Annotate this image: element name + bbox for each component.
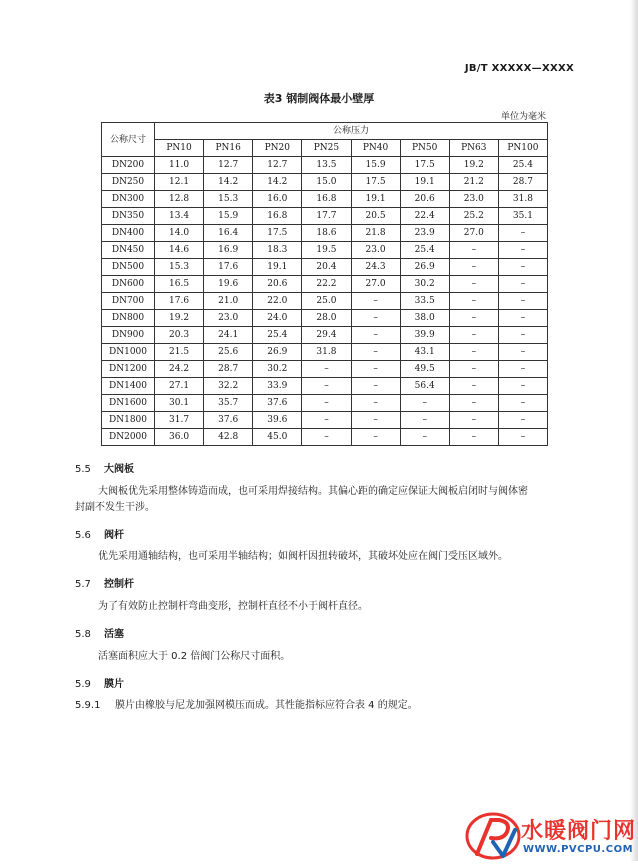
thickness-cell: – — [449, 361, 498, 378]
page-edge-shadow — [630, 0, 638, 861]
thickness-cell: – — [498, 429, 547, 446]
section-number: 5.5 — [75, 464, 91, 475]
thickness-cell: 26.9 — [400, 259, 449, 276]
nominal-size-cell: DN450 — [102, 242, 155, 259]
table-row — [102, 191, 548, 208]
document-code: JB/T XXXXX—XXXX — [464, 63, 574, 74]
section-5-8-paragraph: 活塞面积应大于 0.2 倍阀门公称尺寸面积。 — [98, 651, 291, 662]
thickness-cell: 17.5 — [400, 157, 449, 174]
thickness-cell: 15.3 — [155, 259, 204, 276]
thickness-cell: – — [351, 378, 400, 395]
thickness-cell: 19.1 — [351, 191, 400, 208]
nominal-size-cell: DN2000 — [102, 429, 155, 446]
thickness-cell: 17.5 — [253, 225, 302, 242]
nominal-size-cell: DN1800 — [102, 412, 155, 429]
clause-number: 5.9.1 — [75, 700, 101, 711]
thickness-cell: – — [498, 259, 547, 276]
thickness-cell: 27.1 — [155, 378, 204, 395]
pressure-column-header: PN50 — [400, 140, 449, 157]
thickness-cell: 39.9 — [400, 327, 449, 344]
thickness-cell: 23.0 — [204, 310, 253, 327]
thickness-cell: – — [351, 344, 400, 361]
thickness-cell: 19.1 — [400, 174, 449, 191]
table-row — [102, 242, 548, 259]
thickness-cell: 20.6 — [400, 191, 449, 208]
nominal-size-cell: DN600 — [102, 276, 155, 293]
section-5-5-heading — [75, 460, 134, 475]
thickness-cell: 15.3 — [204, 191, 253, 208]
thickness-cell: – — [400, 429, 449, 446]
table-body — [102, 157, 548, 446]
thickness-cell: 56.4 — [400, 378, 449, 395]
section-number: 5.9 — [75, 679, 91, 690]
thickness-cell: 28.0 — [302, 310, 351, 327]
thickness-cell: 16.4 — [204, 225, 253, 242]
table-row — [102, 208, 548, 225]
thickness-cell: 18.3 — [253, 242, 302, 259]
thickness-cell: 23.9 — [400, 225, 449, 242]
thickness-cell: 35.7 — [204, 395, 253, 412]
table-row — [102, 327, 548, 344]
watermark-text: 水暖阀门网 — [521, 819, 637, 844]
thickness-cell: 17.6 — [155, 293, 204, 310]
thickness-cell: 30.2 — [400, 276, 449, 293]
nominal-size-cell: DN900 — [102, 327, 155, 344]
thickness-cell: 38.0 — [400, 310, 449, 327]
nominal-size-cell: DN500 — [102, 259, 155, 276]
thickness-cell: 25.2 — [449, 208, 498, 225]
table-row — [102, 429, 548, 446]
thickness-cell: – — [449, 344, 498, 361]
section-5-5-paragraph-cont — [75, 499, 555, 517]
table-row — [102, 310, 548, 327]
nominal-pressure-header: 公称压力 — [155, 123, 548, 140]
pressure-column-header: PN100 — [498, 140, 547, 157]
thickness-cell: – — [351, 310, 400, 327]
pressure-column-header: PN40 — [351, 140, 400, 157]
thickness-cell: 25.4 — [498, 157, 547, 174]
pressure-column-header: PN63 — [449, 140, 498, 157]
paragraph-line: 封副不发生干涉。 — [75, 502, 155, 513]
section-number: 5.7 — [75, 579, 91, 590]
thickness-cell: – — [302, 412, 351, 429]
thickness-cell: 25.6 — [204, 344, 253, 361]
thickness-cell: – — [351, 412, 400, 429]
thickness-cell: – — [400, 412, 449, 429]
table-row — [102, 225, 548, 242]
thickness-cell: – — [449, 378, 498, 395]
thickness-cell: 14.2 — [253, 174, 302, 191]
thickness-cell: 16.0 — [253, 191, 302, 208]
thickness-cell: 27.0 — [449, 225, 498, 242]
thickness-cell: – — [498, 412, 547, 429]
thickness-cell: 30.2 — [253, 361, 302, 378]
thickness-cell: 24.0 — [253, 310, 302, 327]
thickness-cell: 31.8 — [302, 344, 351, 361]
thickness-cell: 19.5 — [302, 242, 351, 259]
thickness-cell: – — [449, 310, 498, 327]
thickness-cell: 20.6 — [253, 276, 302, 293]
watermark-logo-icon — [463, 810, 523, 861]
thickness-cell: 19.6 — [204, 276, 253, 293]
thickness-cell: 21.5 — [155, 344, 204, 361]
pressure-header-row — [102, 140, 548, 157]
thickness-cell: – — [449, 242, 498, 259]
thickness-cell: 26.9 — [253, 344, 302, 361]
section-5-6-paragraph: 优先采用通轴结构，也可采用半轴结构；如阀杆因扭转破坏，其破坏处应在阀门受压区域外。 — [98, 551, 508, 562]
nominal-size-cell: DN800 — [102, 310, 155, 327]
thickness-cell: 21.0 — [204, 293, 253, 310]
thickness-cell: 19.1 — [253, 259, 302, 276]
section-title: 膜片 — [104, 679, 124, 690]
thickness-cell: – — [351, 429, 400, 446]
thickness-cell: 23.0 — [449, 191, 498, 208]
thickness-cell: 12.7 — [204, 157, 253, 174]
thickness-cell: 15.9 — [204, 208, 253, 225]
thickness-cell: – — [449, 395, 498, 412]
nominal-size-cell: DN1000 — [102, 344, 155, 361]
section-5-7-heading — [75, 575, 134, 590]
nominal-size-header: 公称尺寸 — [102, 123, 155, 157]
section-5-7-paragraph: 为了有效防止控制杆弯曲变形，控制杆直径不小于阀杆直径。 — [98, 601, 368, 612]
nominal-size-cell: DN400 — [102, 225, 155, 242]
thickness-cell: – — [498, 293, 547, 310]
thickness-cell: 15.9 — [351, 157, 400, 174]
nominal-size-cell: DN250 — [102, 174, 155, 191]
thickness-cell: – — [498, 378, 547, 395]
nominal-size-cell: DN700 — [102, 293, 155, 310]
thickness-cell: 17.6 — [204, 259, 253, 276]
thickness-cell: 31.8 — [498, 191, 547, 208]
wall-thickness-table — [101, 122, 548, 446]
thickness-cell: 13.4 — [155, 208, 204, 225]
thickness-cell: 33.5 — [400, 293, 449, 310]
thickness-cell: 16.9 — [204, 242, 253, 259]
thickness-cell: 23.0 — [351, 242, 400, 259]
pressure-column-header: PN25 — [302, 140, 351, 157]
thickness-cell: 20.3 — [155, 327, 204, 344]
thickness-cell: 14.0 — [155, 225, 204, 242]
thickness-cell: – — [498, 327, 547, 344]
thickness-cell: 16.5 — [155, 276, 204, 293]
thickness-cell: 14.6 — [155, 242, 204, 259]
thickness-cell: 12.7 — [253, 157, 302, 174]
table-row — [102, 174, 548, 191]
thickness-cell: 32.2 — [204, 378, 253, 395]
thickness-cell: 12.8 — [155, 191, 204, 208]
thickness-cell: 20.5 — [351, 208, 400, 225]
watermark-url: WWW.PVCPU.COM — [523, 844, 634, 855]
thickness-cell: 17.7 — [302, 208, 351, 225]
section-5-8-heading — [75, 625, 124, 640]
thickness-cell: 42.8 — [204, 429, 253, 446]
thickness-cell: – — [498, 344, 547, 361]
thickness-cell: 17.5 — [351, 174, 400, 191]
thickness-cell: 25.4 — [253, 327, 302, 344]
thickness-cell: – — [449, 259, 498, 276]
thickness-cell: 25.0 — [302, 293, 351, 310]
thickness-cell: – — [351, 361, 400, 378]
table-row — [102, 412, 548, 429]
section-5-9-1-paragraph — [75, 697, 555, 715]
thickness-cell: 13.5 — [302, 157, 351, 174]
section-5-9-heading — [75, 675, 124, 690]
thickness-cell: – — [498, 310, 547, 327]
thickness-cell: 19.2 — [155, 310, 204, 327]
clause-text: 膜片由橡胶与尼龙加强网模压而成。其性能指标应符合表 4 的规定。 — [115, 700, 418, 711]
thickness-cell: 29.4 — [302, 327, 351, 344]
thickness-cell: 15.0 — [302, 174, 351, 191]
pressure-column-header: PN10 — [155, 140, 204, 157]
thickness-cell: – — [498, 242, 547, 259]
thickness-cell: – — [449, 412, 498, 429]
thickness-cell: 30.1 — [155, 395, 204, 412]
thickness-cell: 28.7 — [204, 361, 253, 378]
thickness-cell: 31.7 — [155, 412, 204, 429]
thickness-cell: 18.6 — [302, 225, 351, 242]
thickness-cell: – — [449, 327, 498, 344]
thickness-cell: – — [302, 395, 351, 412]
thickness-cell: – — [498, 225, 547, 242]
section-title: 控制杆 — [104, 579, 134, 590]
thickness-cell: 37.6 — [204, 412, 253, 429]
paragraph-line: 大阀板优先采用整体铸造而成，也可采用焊接结构。其偏心距的确定应保证大阀板启闭时与阀体密 — [98, 486, 528, 497]
thickness-cell: 16.8 — [253, 208, 302, 225]
site-watermark — [463, 810, 638, 861]
thickness-cell: – — [302, 361, 351, 378]
nominal-size-cell: DN200 — [102, 157, 155, 174]
thickness-cell: 11.0 — [155, 157, 204, 174]
thickness-cell: 36.0 — [155, 429, 204, 446]
section-title: 活塞 — [104, 629, 124, 640]
pressure-column-header: PN20 — [253, 140, 302, 157]
thickness-cell: 45.0 — [253, 429, 302, 446]
thickness-cell: 37.6 — [253, 395, 302, 412]
thickness-cell: 20.4 — [302, 259, 351, 276]
thickness-cell: – — [400, 395, 449, 412]
thickness-cell: 24.2 — [155, 361, 204, 378]
section-5-6-heading — [75, 526, 124, 541]
thickness-cell: – — [302, 429, 351, 446]
thickness-cell: 35.1 — [498, 208, 547, 225]
table-row — [102, 259, 548, 276]
thickness-cell: 43.1 — [400, 344, 449, 361]
table-row — [102, 276, 548, 293]
nominal-size-cell: DN1400 — [102, 378, 155, 395]
table-unit-note: 单位为毫米 — [500, 112, 546, 122]
nominal-size-cell: DN1200 — [102, 361, 155, 378]
thickness-cell: 21.8 — [351, 225, 400, 242]
thickness-cell: – — [302, 378, 351, 395]
thickness-cell: 14.2 — [204, 174, 253, 191]
thickness-cell: 49.5 — [400, 361, 449, 378]
table-row — [102, 293, 548, 310]
section-number: 5.6 — [75, 530, 91, 541]
thickness-cell: 24.1 — [204, 327, 253, 344]
pressure-column-header: PN16 — [204, 140, 253, 157]
nominal-size-cell: DN1600 — [102, 395, 155, 412]
thickness-cell: 28.7 — [498, 174, 547, 191]
thickness-cell: – — [449, 293, 498, 310]
thickness-cell: 33.9 — [253, 378, 302, 395]
table-title: 表3 钢制阀体最小壁厚 — [263, 92, 375, 105]
thickness-cell: – — [351, 327, 400, 344]
thickness-cell: – — [498, 395, 547, 412]
thickness-cell: 16.8 — [302, 191, 351, 208]
nominal-size-cell: DN350 — [102, 208, 155, 225]
thickness-cell: 39.6 — [253, 412, 302, 429]
thickness-cell: 22.4 — [400, 208, 449, 225]
thickness-cell: – — [498, 361, 547, 378]
thickness-cell: – — [498, 276, 547, 293]
thickness-cell: 21.2 — [449, 174, 498, 191]
section-number: 5.8 — [75, 629, 91, 640]
thickness-cell: 27.0 — [351, 276, 400, 293]
table-row — [102, 361, 548, 378]
table-row — [102, 157, 548, 174]
thickness-cell: 12.1 — [155, 174, 204, 191]
thickness-cell: 22.2 — [302, 276, 351, 293]
thickness-cell: 19.2 — [449, 157, 498, 174]
section-title: 大阀板 — [104, 464, 134, 475]
thickness-cell: – — [351, 293, 400, 310]
table-row — [102, 344, 548, 361]
thickness-cell: 24.3 — [351, 259, 400, 276]
nominal-size-cell: DN300 — [102, 191, 155, 208]
thickness-cell: – — [351, 395, 400, 412]
thickness-cell: – — [449, 276, 498, 293]
thickness-cell: 25.4 — [400, 242, 449, 259]
thickness-cell: – — [449, 429, 498, 446]
thickness-cell: 22.0 — [253, 293, 302, 310]
table-row — [102, 395, 548, 412]
table-row — [102, 378, 548, 395]
section-title: 阀杆 — [104, 530, 124, 541]
